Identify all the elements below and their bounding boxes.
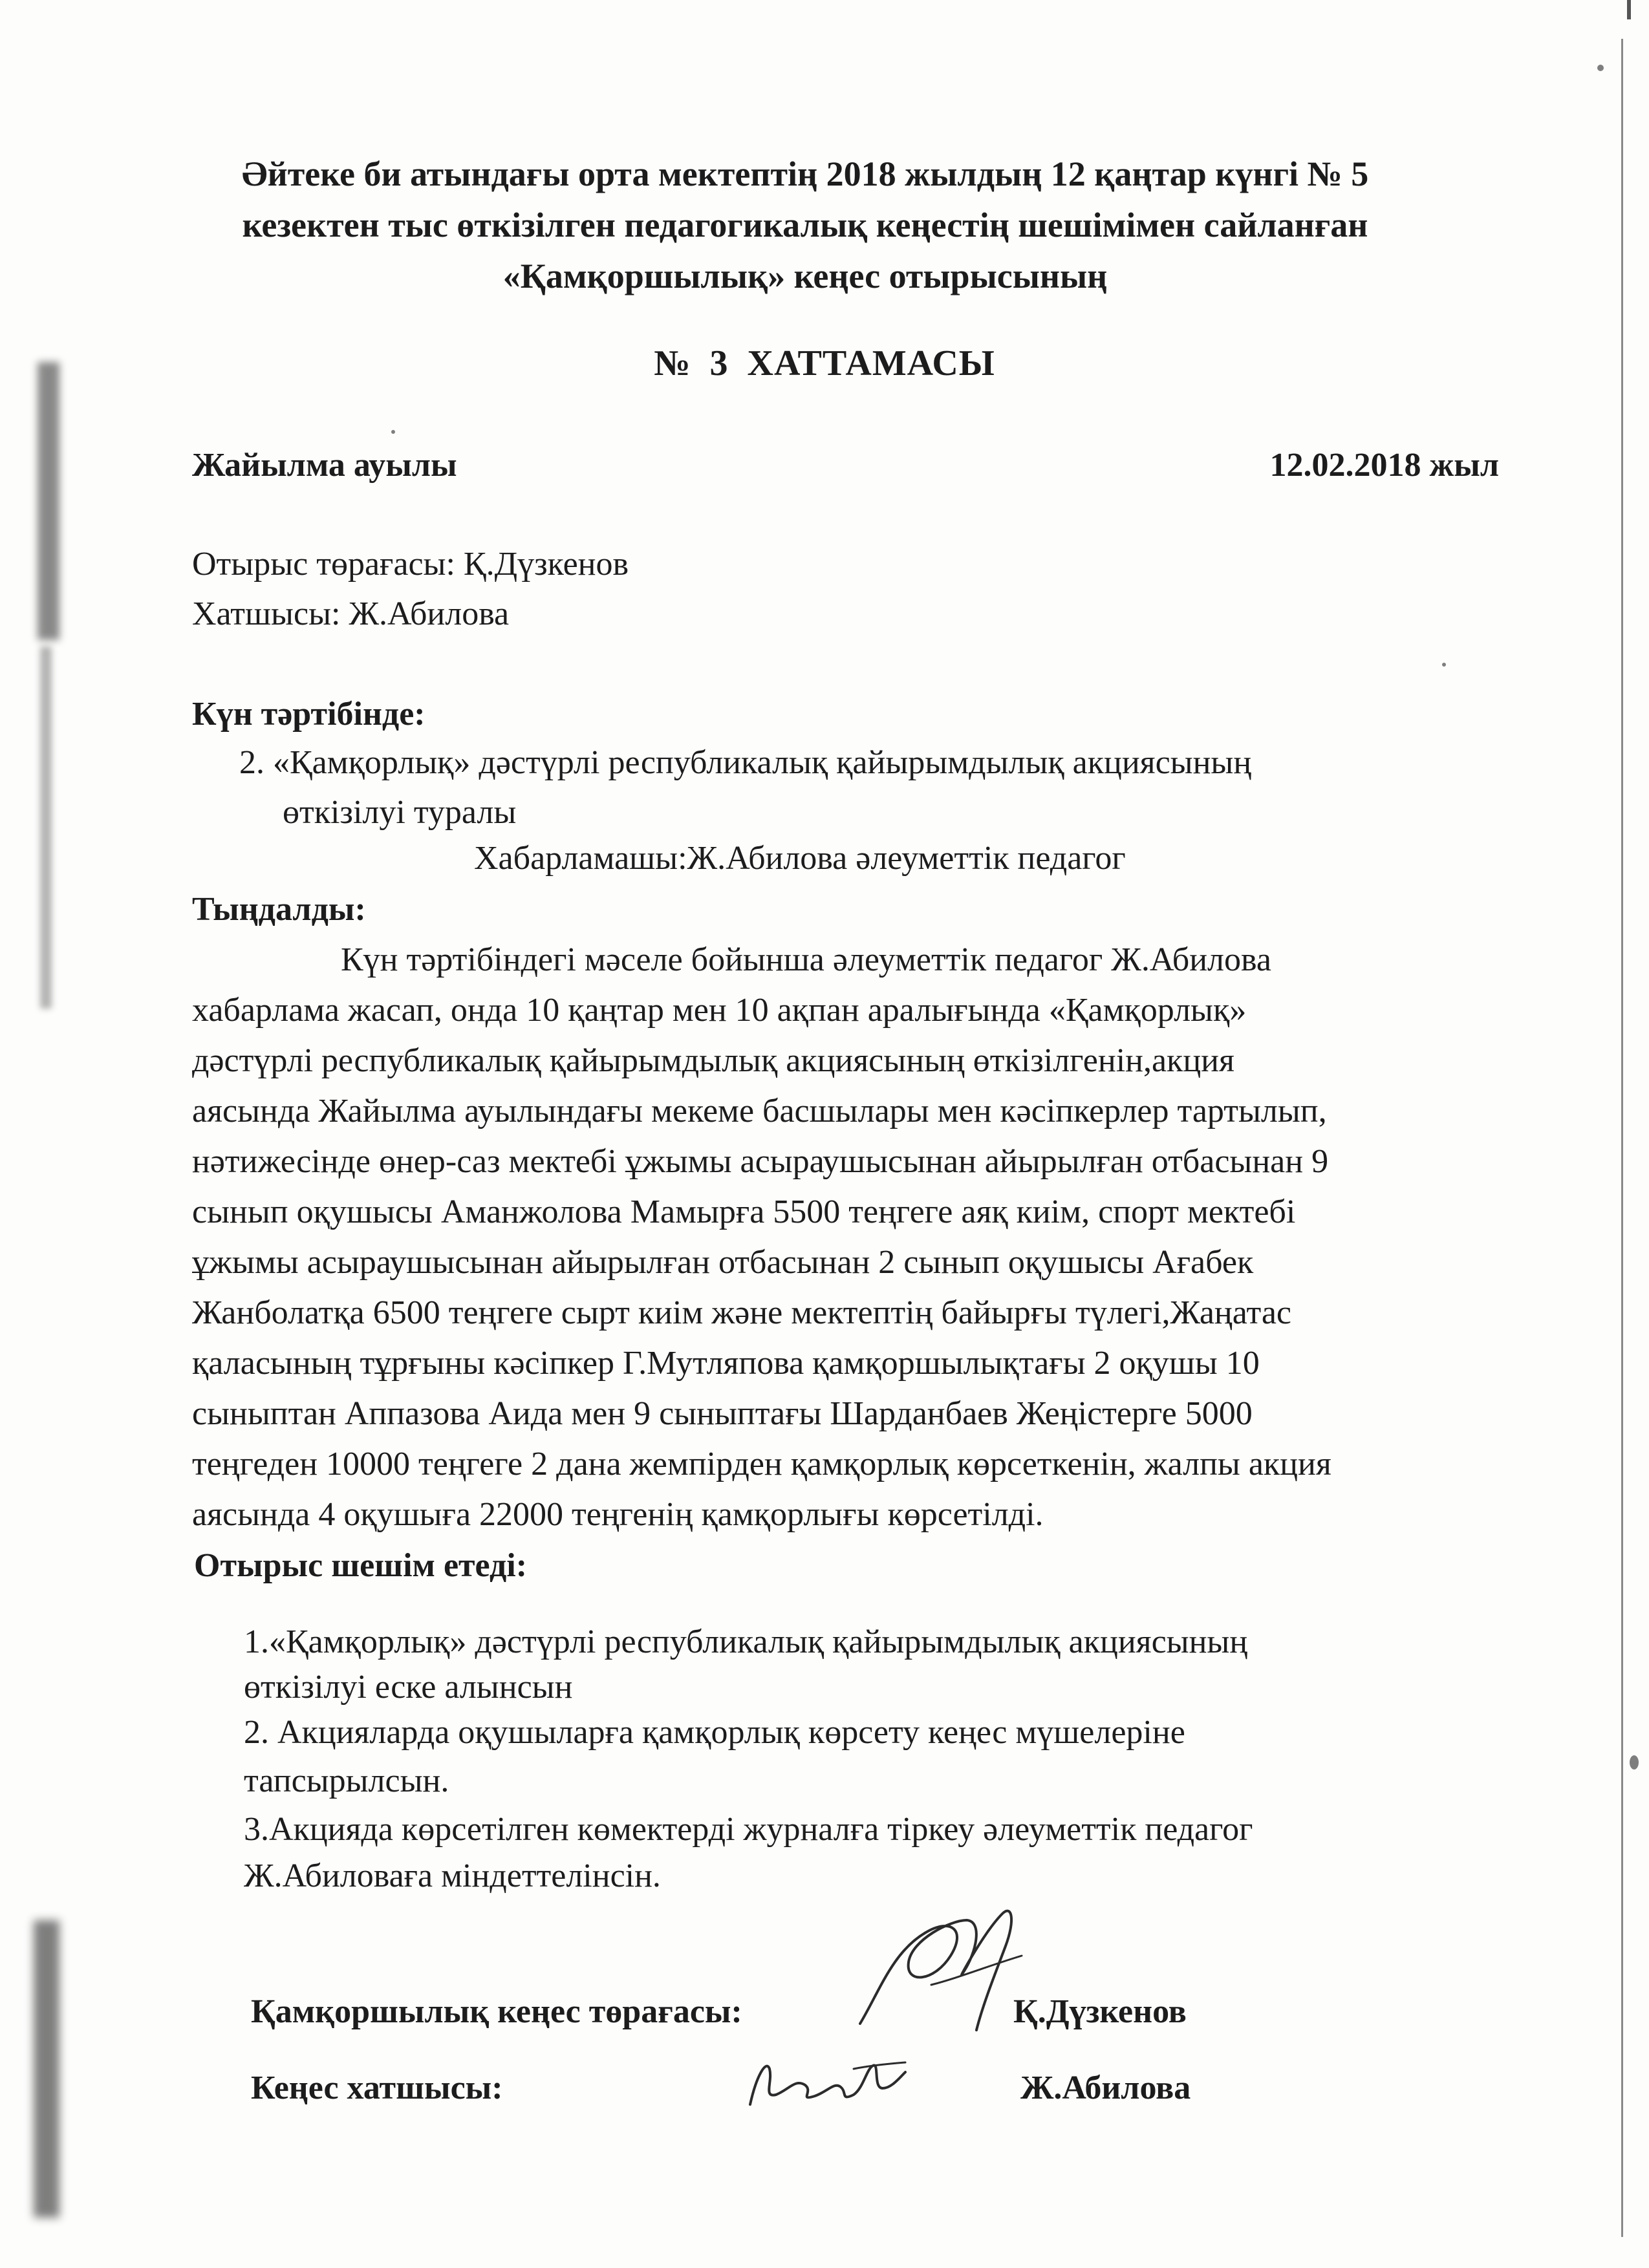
scan-speck	[391, 430, 395, 434]
heard-line: қаласының тұрғыны кәсіпкер Г.Мутляпова қамқоршылықтағы 2 оқушы 10	[192, 1345, 1260, 1382]
title-line-1: Әйтеке би атындағы орта мектептің 2018 жылдың 12 қаңтар күнгі № 5	[241, 155, 1369, 193]
chair-signature-label: Қамқоршылық кеңес төрағасы:	[251, 1993, 742, 2030]
decision-line: 1.«Қамқорлық» дәстүрлі республикалық қайырымдылық акциясының	[244, 1623, 1248, 1660]
meeting-place: Жайылма ауылы	[192, 447, 457, 484]
chair-line: Отырыс төрағасы: Қ.Дүзкенов	[192, 546, 629, 583]
decision-heading: Отырыс шешім етеді:	[194, 1547, 528, 1584]
scan-speck	[1630, 1755, 1639, 1770]
secretary-line: Хатшысы: Ж.Абилова	[192, 595, 510, 632]
heard-line: теңгеден 10000 теңгеге 2 дана жемпірден қамқорлық көрсеткенін, жалпы акция	[192, 1446, 1331, 1482]
agenda-item-line-2: өткізілуі туралы	[283, 794, 517, 831]
scan-smudge	[40, 647, 52, 1009]
agenda-heading: Күн тәртібінде:	[192, 696, 426, 733]
heard-line: сыныптан Аппазова Аида мен 9 сыныптағы Шарданбаев Жеңістерге 5000	[192, 1395, 1253, 1432]
title-line-3: «Қамқоршылық» кеңес отырысының	[502, 257, 1108, 295]
decision-line: Ж.Абиловаға міндеттелінсін.	[244, 1857, 661, 1894]
agenda-item-line-1: 2. «Қамқорлық» дәстүрлі республикалық қайырымдылық акциясының	[239, 744, 1252, 781]
secretary-signature-label: Кеңес хатшысы:	[251, 2070, 503, 2106]
heard-line: дәстүрлі республикалық қайырымдылық акциясының өткізілгенін,акция	[192, 1042, 1234, 1079]
meeting-date: 12.02.2018 жыл	[1269, 447, 1499, 484]
heard-line: нәтижесінде өнер-саз мектебі ұжымы асыраушысынан айырылған отбасынан 9	[192, 1143, 1329, 1180]
decision-line: 3.Акцияда көрсетілген көмектерді журналға тіркеу әлеуметтік педагог	[244, 1811, 1253, 1848]
decision-line: тапсырылсын.	[244, 1762, 449, 1799]
heard-line: хабарлама жасап, онда 10 қаңтар мен 10 ақпан аралығында «Қамқорлық»	[192, 992, 1247, 1029]
chair-name: Қ.Дүзкенов	[1013, 1993, 1187, 2030]
secretary-signature	[744, 2049, 912, 2121]
agenda-speaker: Хабарламашы:Ж.Абилова әлеуметтік педагог	[474, 840, 1126, 877]
heard-heading: Тыңдалды:	[192, 891, 366, 928]
heard-line: Күн тәртібіндегі мәселе бойынша әлеуметтік педагог Ж.Абилова	[341, 941, 1271, 978]
decision-line: өткізілуі еске алынсын	[244, 1669, 573, 1706]
heard-line: аясында 4 оқушыға 22000 теңгенің қамқорлығы көрсетілді.	[192, 1496, 1044, 1533]
scan-smudge	[34, 1920, 59, 2218]
heard-line: ұжымы асыраушысынан айырылған отбасынан 2 сынып оқушысы Ағабек	[192, 1244, 1254, 1281]
scan-speck	[1442, 663, 1446, 667]
secretary-name: Ж.Абилова	[1020, 2070, 1191, 2106]
scan-smudge	[38, 362, 59, 640]
protocol-number: № 3 ХАТТАМАСЫ	[654, 343, 995, 383]
decision-line: 2. Акцияларда оқушыларға қамқорлық көрсету кеңес мүшелеріне	[244, 1714, 1185, 1751]
heard-line: сынып оқушысы Аманжолова Мамырға 5500 теңгеге аяқ киім, спорт мектебі	[192, 1193, 1296, 1230]
title-line-2: кезектен тыс өткізілген педагогикалық кеңестің шешімімен сайланған	[242, 206, 1368, 244]
heard-line: аясында Жайылма ауылындағы мекеме басшылары мен кәсіпкерлер тартылып,	[192, 1093, 1327, 1129]
scan-edge-line	[1627, 0, 1631, 19]
scan-speck	[1597, 65, 1604, 71]
heard-line: Жанболатқа 6500 теңгеге сырт киім және мектептің байырғы түлегі,Жаңатас	[192, 1294, 1291, 1331]
